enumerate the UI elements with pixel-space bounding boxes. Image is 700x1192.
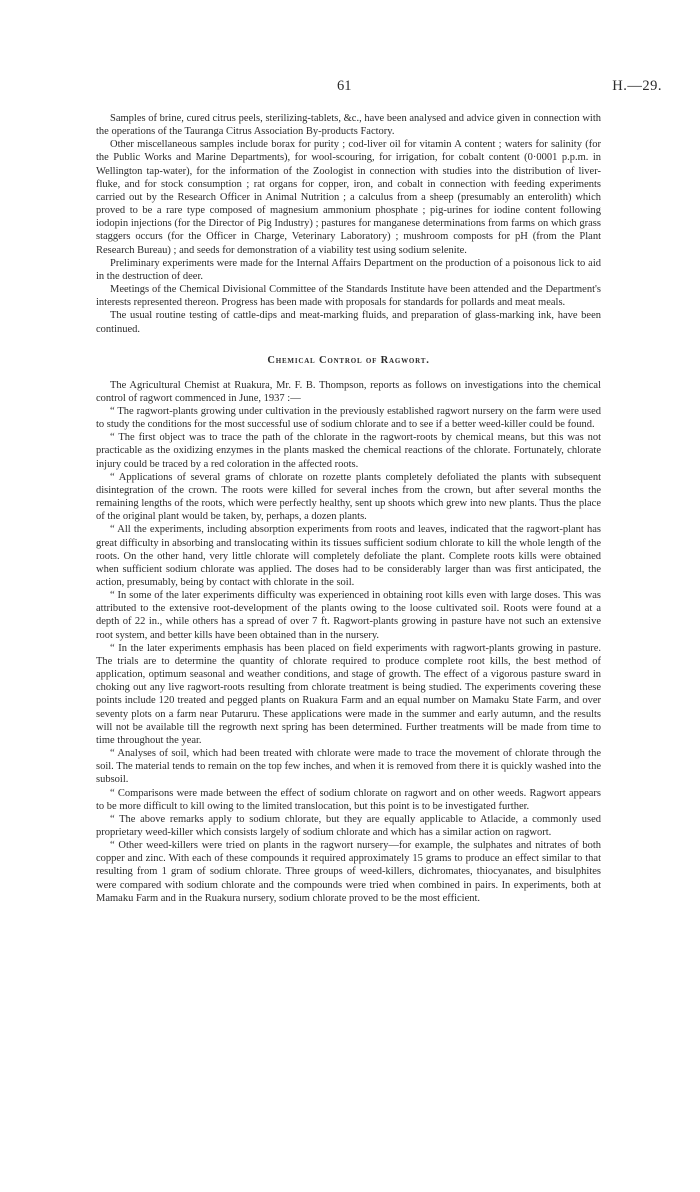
paragraph: The Agricultural Chemist at Ruakura, Mr. F. B. Thompson, reports as follows on investigations into the chemical control of ragwort commenced in June, 1937 :—	[96, 379, 601, 404]
paragraph: “ Other weed-killers were tried on plants in the ragwort nursery—for example, the sulphates and nitrates of both copper and zinc. With each of these compounds it required approximately 15 grams to produce an effect similar to that resulting from 1 gram of sodium chlorate. Three groups of weed-killers, dichromates, thiocyanates, and bisulphites were compared with sodium chlorate and the compounds were tried when combined in pairs. In experiments, both at Mamaku Farm and in the Ruakura nursery, sodium chlorate proved to be the most efficient.	[96, 840, 601, 904]
paragraph: “ The first object was to trace the path of the chlorate in the ragwort-roots by chemical means, but this was not practicable as the oxidizing enzymes in the plants masked the chemical reactions of the chlorate. Fortunately, chlorate injury could be traced by a red coloration in the affected roots.	[96, 432, 601, 470]
paragraph: “ In the later experiments emphasis has been placed on field experiments with ragwort-plants growing in pasture. The trials are to determine the quantity of chlorate required to produce complete root kills, the best method of application, optimum seasonal and weather conditions, and stage of growth. The effect of a vigorous pasture sward in choking out any live ragwort-roots resulting from chlorate treatment is being studied. The experiments covering these points include 120 treated and pegged plants on Ruakura Farm and an equal number on Mamaku State Farm, and over seventy plots on a farm near Putaruru. These applications were made in the summer and early autumn, and the results will not be available till the regrowth next spring has been determined. Further treatments will be made from time to time throughout the year.	[96, 642, 601, 746]
section-heading: Chemical Control of Ragwort.	[267, 354, 430, 366]
section-miscellaneous-samples	[96, 112, 601, 336]
paragraph: Other miscellaneous samples include borax for purity ; cod-liver oil for vitamin A content ; waters for salinity (for the Public Works and Marine Departments), for wool-scouring, for irrigation, for cobalt content (0·0001 p.p.m. in Wellington tap-water), for the information of the Zoologist in connection with studies into the distribution of liver-fluke, and for stock consumption ; rat organs for copper, iron, and cobalt in connection with feeding experiments carried out by the Research Officer in Animal Nutrition ; a calculus from a sheep (presumably an enterolith) which proved to be a rare type composed of magnesium ammonium phosphate ; pig-urines for iodine content following iodopin injections (for the Director of Pig Industry) ; pastures for manganese determinations from farms on which grass staggers occurs (for the Officer in Charge, Veterinary Laboratory) ; mushroom composts for pH (from the Plant Research Bureau) ; and seeds for demonstration of a viability test using sodium selenite.	[96, 139, 601, 256]
paragraph: “ Analyses of soil, which had been treated with chlorate were made to trace the movement of chlorate through the soil. The material tends to remain on the top few inches, and when it is removed from there it is quickly washed into the subsoil.	[96, 748, 601, 786]
paragraph: Meetings of the Chemical Divisional Committee of the Standards Institute have been attended and the Department's interests represented thereon. Progress has been made with proposals for standards for pollards and meat meals.	[96, 284, 601, 309]
paragraph: The usual routine testing of cattle-dips and meat-marking fluids, and preparation of glass-marking ink, have been continued.	[96, 310, 601, 335]
section-chemical-control-of-ragwort	[96, 354, 601, 905]
paragraph: “ In some of the later experiments difficulty was experienced in obtaining root kills even with large doses. This was attributed to the extensive root-development of the plants owing to the loose cultivated soil. Roots were found at a depth of 22 in., while others has a spread of over 7 ft. Ragwort-plants growing in pasture have not such an extensive root system, and better kills have been obtained than in the nursery.	[96, 590, 601, 641]
paragraph: “ All the experiments, including absorption experiments from roots and leaves, indicated that the ragwort-plant has great difficulty in absorbing and translocating within its tissues sufficient sodium chlorate to kill the whole length of the roots. On the other hand, very little chlorate will completely defoliate the plant. Complete roots kills were obtained when sufficient sodium chlorate was applied. The doses had to be considerably larger than was first anticipated, the action, presumably, being by contact with chlorate in the soil.	[96, 524, 601, 588]
paragraph: “ Applications of several grams of chlorate on rozette plants completely defoliated the plants with subsequent disintegration of the crown. The roots were killed for several inches from the crown, but after several months the remaining lengths of the roots, which were perfectly healthy, sent up shoots which grew into new plants. Thus the place of the original plant would be taken, by, perhaps, a dozen plants.	[96, 471, 601, 523]
document-reference: H.—29.	[612, 78, 662, 94]
paragraph: “ The ragwort-plants growing under cultivation in the previously established ragwort nursery on the farm were used to study the conditions for the most successful use of sodium chlorate and to see if a better weed-killer could be found.	[96, 405, 601, 431]
paragraph: “ The above remarks apply to sodium chlorate, but they are equally applicable to Atlacide, a commonly used proprietary weed-killer which consists largely of sodium chlorate and which has a similar action on ragwort.	[96, 813, 601, 838]
page-number: 61	[337, 78, 352, 94]
paragraph: “ Comparisons were made between the effect of sodium chlorate on ragwort and on other weeds. Ragwort appears to be more difficult to kill owing to the limited translocation, but this point is to be investigated further.	[96, 787, 601, 812]
document-body	[96, 112, 601, 905]
paragraph: Preliminary experiments were made for the Internal Affairs Department on the production of a poisonous lick to aid in the destruction of deer.	[96, 257, 601, 282]
page-header	[0, 78, 700, 98]
paragraph: Samples of brine, cured citrus peels, sterilizing-tablets, &c., have been analysed and advice given in connection with the operations of the Tauranga Citrus Association By-products Factory.	[96, 113, 601, 138]
